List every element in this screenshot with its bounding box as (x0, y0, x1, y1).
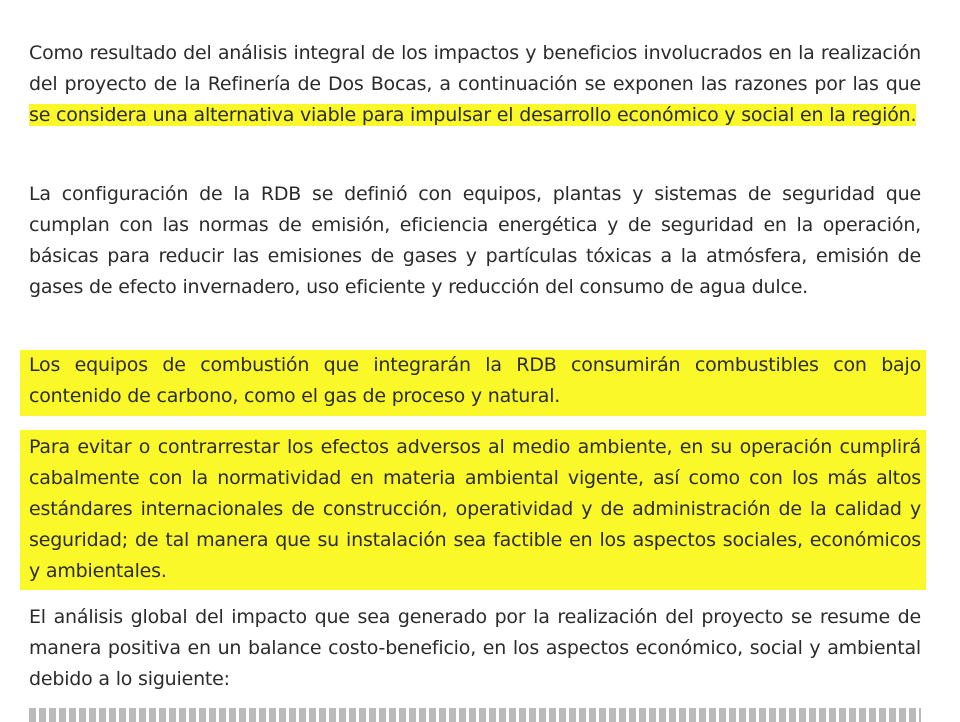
paragraph-combustion: Los equipos de combustión que integrarán la RDB consumirán combustibles con bajo contenido de carbono, como el gas de proceso y natural. (29, 354, 921, 407)
paragraph-intro-text: Como resultado del análisis integral de los impactos y beneficios involucrados en la realización del proyecto de la Refinería de Dos Bocas, a continuación se exponen las razones por las que (29, 42, 921, 95)
highlighted-text: se considera una alternativa viable para impulsar el desarrollo económico y social en la región. (29, 104, 917, 126)
paragraph-intro (29, 38, 921, 131)
paragraph-global-analysis: El análisis global del impacto que sea generado por la realización del proyecto se resume de manera positiva en un balance costo-beneficio, en los aspectos económico, social y ambiental debido a lo siguiente: (29, 606, 921, 690)
paragraph-environment: Para evitar o contrarrestar los efectos adversos al medio ambiente, en su operación cumplirá cabalmente con la normatividad en materia ambiental vigente, así como con los más altos estándares internacionales de construcción, operatividad y de administración de la calidad y seguridad; de tal manera que su instalación sea factible en los aspectos sociales, económicos y ambientales. (29, 436, 921, 582)
paragraph-configuration: La configuración de la RDB se definió con equipos, plantas y sistemas de seguridad que cumplan con las normas de emisión, eficiencia energética y de seguridad en la operación, básicas para reducir las emisiones de gases y partículas tóxicas a la atmósfera, emisión de gases de efecto invernadero, uso eficiente y reducción del consumo de agua dulce. (29, 183, 921, 298)
